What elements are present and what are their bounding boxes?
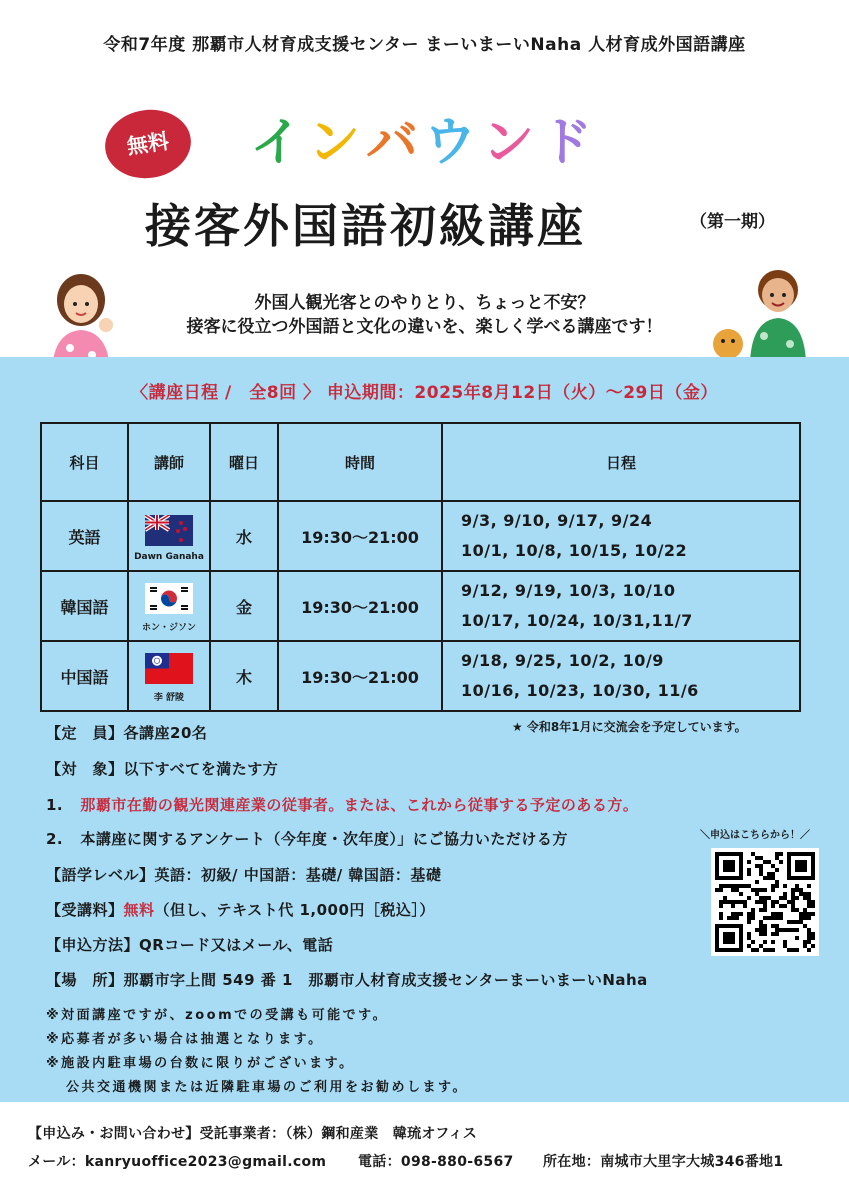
intro-line-2: 接客に役立つ外国語と文化の違いを、楽しく学べる講座です！ xyxy=(186,317,663,337)
target-item-2-number: 2. xyxy=(46,830,64,848)
time-cell: 19:30～21:00 xyxy=(278,501,442,571)
schedule-table xyxy=(40,422,801,712)
header-time: 時間 xyxy=(278,423,442,501)
note-2: ※応募者が多い場合は抽選となります。 xyxy=(46,1032,324,1047)
table-row xyxy=(41,571,800,641)
exchange-note: ★ 令和8年1月に交流会を予定しています。 xyxy=(512,720,747,734)
teacher-name: ホン・ジソン xyxy=(141,623,196,633)
teacher-cell xyxy=(128,501,210,571)
inbound-char: ン xyxy=(482,113,541,173)
target-item-1-text: 那覇市在勤の観光関連産業の従事者。または、これから従事する予定のある方。 xyxy=(80,796,639,814)
day-cell: 木 xyxy=(210,641,278,711)
dates-cell xyxy=(442,641,800,711)
fee-detail: （但し、テキスト代 1,000円［税込］） xyxy=(154,901,435,919)
dates-line-1: 9/18, 9/25, 10/2, 10/9 xyxy=(461,651,664,670)
inbound-char: ド xyxy=(540,113,599,173)
target-item-2 xyxy=(46,828,568,849)
subject-cell: 中国語 xyxy=(41,641,128,711)
apply-qr-code[interactable] xyxy=(711,848,819,956)
teacher-name: Dawn Ganaha xyxy=(134,551,204,562)
note-4: 公共交通機関または近隣駐車場のご利用をお勧めします。 xyxy=(66,1080,468,1095)
day-cell: 金 xyxy=(210,571,278,641)
intro-line-1: 外国人観光客とのやりとり、ちょっと不安？ xyxy=(254,293,595,313)
contact-email[interactable]: メール：kanryuoffice2023@gmail.com xyxy=(28,1154,327,1170)
inbound-heading xyxy=(250,100,598,175)
language-level: 【語学レベル】英語：初級/ 中国語：基礎/ 韓国語：基礎 xyxy=(46,866,442,884)
kr-flag-icon xyxy=(145,583,193,614)
inbound-char: イ xyxy=(250,113,309,173)
dates-line-1: 9/12, 9/19, 10/3, 10/10 xyxy=(461,581,676,600)
dates-line-2: 10/16, 10/23, 10/30, 11/6 xyxy=(461,681,699,700)
dates-line-2: 10/17, 10/24, 10/31,11/7 xyxy=(461,611,693,630)
dates-cell xyxy=(442,571,800,641)
time-cell: 19:30～21:00 xyxy=(278,571,442,641)
qr-code-icon xyxy=(715,852,815,952)
time-cell: 19:30～21:00 xyxy=(278,641,442,711)
free-badge: 無料 xyxy=(101,104,196,183)
note-3: ※施設内駐車場の台数に限りがございます。 xyxy=(46,1056,355,1071)
top-line: 令和7年度 那覇市人材育成支援センター まーいまーいNaha 人材育成外国語講座 xyxy=(103,35,746,55)
schedule-heading: 〈講座日程 / 全8回 〉 申込期間：2025年8月12日（火）～29日（金） xyxy=(131,383,718,403)
page-subtitle: （第一期） xyxy=(690,212,775,232)
subject-cell: 韓国語 xyxy=(41,571,128,641)
teacher-cell xyxy=(128,571,210,641)
subject-cell: 英語 xyxy=(41,501,128,571)
fee-label: 【受講料】 xyxy=(46,901,124,919)
fee-text xyxy=(46,899,435,920)
table-row xyxy=(41,501,800,571)
contact-phone[interactable]: 電話：098-880-6567 xyxy=(358,1154,514,1170)
inbound-char: バ xyxy=(366,113,425,173)
target-heading: 【対 象】以下すべてを満たす方 xyxy=(46,760,279,778)
header-day: 曜日 xyxy=(210,423,278,501)
nz-flag-icon xyxy=(145,515,193,546)
inbound-char: ン xyxy=(308,113,367,173)
dates-line-2: 10/1, 10/8, 10/15, 10/22 xyxy=(461,541,688,560)
inbound-char: ウ xyxy=(424,113,483,173)
contact-line: 【申込み・お問い合わせ】受託事業者：（株）鋼和産業 韓琉オフィス xyxy=(28,1126,478,1142)
header-teacher: 講師 xyxy=(128,423,210,501)
note-1: ※対面講座ですが、zoomでの受講も可能です。 xyxy=(46,1008,389,1023)
teacher-name: 李 舒陵 xyxy=(153,693,185,703)
target-item-1-number: 1. xyxy=(46,796,64,814)
day-cell: 水 xyxy=(210,501,278,571)
header-subject: 科目 xyxy=(41,423,128,501)
capacity-text: 【定 員】各講座20名 xyxy=(46,724,208,742)
target-item-1 xyxy=(46,794,638,815)
header-dates: 日程 xyxy=(442,423,800,501)
teacher-cell xyxy=(128,641,210,711)
contact-address: 所在地：南城市大里字大城346番地1 xyxy=(543,1154,784,1170)
target-item-2-text: 本講座に関するアンケート（今年度・次年度）」にご協力いただける方 xyxy=(80,830,568,848)
dates-line-1: 9/3, 9/10, 9/17, 9/24 xyxy=(461,511,653,530)
qr-label: ＼申込はこちらから！／ xyxy=(700,830,810,841)
dates-cell xyxy=(442,501,800,571)
tw-flag-icon xyxy=(145,653,193,684)
venue: 【場 所】那覇市字上間 549 番 1 那覇市人材育成支援センターまーいまーいNaha xyxy=(46,971,648,989)
fee-free: 無料 xyxy=(123,901,155,919)
page-title: 接客外国語初級講座 xyxy=(145,199,586,253)
table-header-row xyxy=(41,423,800,501)
apply-method: 【申込方法】QRコード又はメール、電話 xyxy=(46,936,334,954)
table-row xyxy=(41,641,800,711)
